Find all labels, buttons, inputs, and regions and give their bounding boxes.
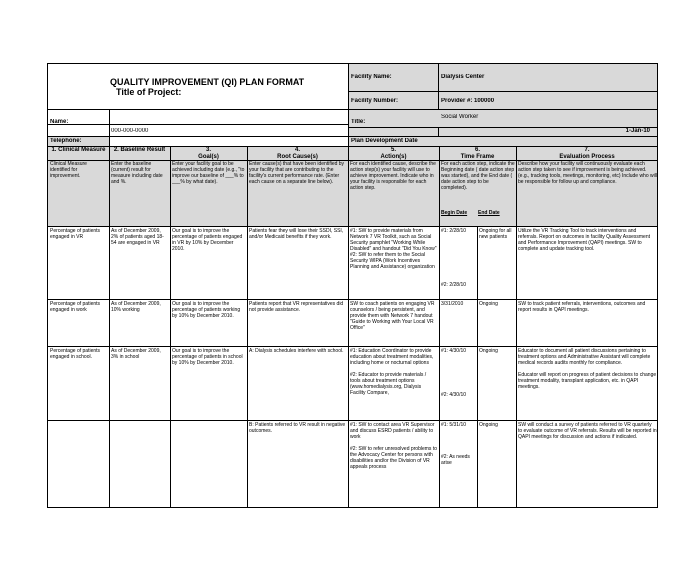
row1-begin-date-1: #1: 2/28/10: [441, 228, 467, 234]
row3-measure: Percentage of patients engaged in school.: [50, 348, 101, 360]
col-desc-actions: For each identified cause, describe the action step(s) your facility will use to achieve improvement. Indicate who in your facility is responsible for each action step.: [350, 161, 436, 191]
row3-begin-date-1: #1: 4/30/10: [441, 348, 467, 354]
row3-begin-date-2: #2: 4/30/10: [441, 392, 467, 398]
begin-date-label: Begin Date: [441, 210, 468, 216]
facility-name-value: Dialysis Center: [441, 74, 485, 80]
row1-baseline: As of December 2009, 2% of patients aged 18-54 are engaged in VR: [111, 228, 164, 246]
name-label: Name:: [50, 119, 69, 125]
row2-goal: Our goal is to improve the percentage of patients working by 10% by December 2010.: [172, 301, 241, 319]
row1-measure: Percentage of patients engaged in VR: [50, 228, 101, 240]
row2-cause: Patients report that VR representatives did not provide assistance.: [249, 301, 344, 313]
plan-date-value: 1-Jan-10: [625, 128, 650, 134]
col-header-actions: 5. Action(s): [380, 147, 407, 160]
plan-title: QUALITY IMPROVEMENT (QI) PLAN FORMAT: [110, 77, 305, 87]
row2-measure: Percentage of patients engaged in work: [50, 301, 101, 313]
row3-actions: #1: Education Coordinator to provide education about treatment modalities, including home or nocturnal options #2: Educator to provide materials / tools about treatment options (www.homedialysis.org, Dialysis Facility Compare,: [350, 348, 434, 396]
row3-baseline: As of December 2009, 3% in school: [111, 348, 161, 360]
end-date-label: End Date: [478, 210, 500, 216]
project-title-label: Title of Project:: [116, 87, 182, 97]
row2-end-date: Ongoing: [479, 301, 498, 307]
row3-end-date: Ongoing: [479, 348, 498, 354]
row4-evaluation: SW will conduct a survey of patients referred to VR quarterly to evaluate outcome of VR referrals. Results will be reported in QAPI meetings for discussion and actions if indicated.: [518, 422, 657, 440]
row3-cause: A: Dialysis schedules interfere with school.: [249, 348, 344, 354]
qi-plan-sheet: [47, 63, 658, 508]
facility-name-label: Facility Name:: [351, 74, 392, 80]
row1-end-date: Ongoing for all new patients: [479, 228, 512, 240]
plan-date-label: Plan Development Date: [351, 138, 418, 144]
col-header-time-frame: 6. Time Frame: [460, 147, 495, 160]
row1-goal: Our goal is to improve the percentage of patients engaged in VR by 10% by December 2010.: [172, 228, 243, 252]
telephone-label: Telephone:: [50, 138, 82, 144]
row1-evaluation: Utilize the VR Tracking Tool to track interventions and referrals. Report on outcomes in facility Quality Assessment and Performance Improvement (QAPI) meetings. SW to complete and update tracking tool.: [518, 228, 650, 252]
row4-end-date: Ongoing: [479, 422, 498, 428]
row4-actions: #1: SW to contact area VR Supervisor and discuss ESRD patients / ability to work #2: SW to refer unresolved problems to the Advocacy Center for persons with disabilities and/or the Division of VR appeals process: [350, 422, 437, 470]
col-header-evaluation: 7. Evaluation Process: [559, 147, 615, 160]
row1-actions: #1: SW to provide materials from Network 7 VR Toolkit, such as Social Security pamphlet "Working While Disabled" and handout "Did You Know" #2: SW to refer them to the Social Security WIPA (Work Incentives Planning and Assistance) organization: [350, 228, 437, 270]
col-desc-root-causes: Enter cause(s) that have been identified by your facility that are contributing to the facility's current performance rate. (Enter each cause on a separate line below).: [249, 161, 345, 185]
col-desc-time-frame: For each action step, indicate the Beginning date ( date action step was started), and the End date ( date action step to be completed).: [441, 161, 515, 191]
col-desc-measure: Clinical Measure identified for improvement.: [50, 161, 87, 179]
row4-begin-date-2: #2: As needs arise: [441, 454, 470, 466]
col-header-goals: 3. Goal(s): [198, 147, 219, 160]
col-header-baseline: 2. Baseline Result: [113, 147, 166, 153]
col-desc-goals: Enter your facility goal to be achieved including date (e.g., "to improve our baseline of ___% to ___% by what date).: [172, 161, 245, 185]
provider-number-value: Provider #: 100000: [441, 98, 495, 104]
row2-actions: SW to coach patients on engaging VR counselors / being persistent, and provide them with Network 7 handout "Guide to Working with Your Local VR Office": [350, 301, 435, 331]
title-value: Social Worker: [441, 114, 479, 120]
telephone-value: 000-000-0000: [111, 128, 149, 134]
row2-begin-date: 3/31/2010: [441, 301, 464, 307]
row2-baseline: As of December 2009, 10% working: [111, 301, 161, 313]
facility-number-label: Facility Number:: [351, 98, 399, 104]
col-header-root-causes: 4. Root Cause(s): [277, 147, 318, 160]
col-header-measure: 1. Clinical Measure: [51, 147, 106, 153]
col-desc-evaluation: Describe how your facility will continuously evaluate each action step taken to see if improvement is being achieved. (e.g., tracking tools, meetings, monitoring, etc) Include who will be responsible for follow up and compliance.: [518, 161, 657, 185]
col-desc-baseline: Enter the baseline (current) result for measure including date and %.: [111, 161, 163, 185]
row4-cause: B: Patients referred to VR result in negative outcomes.: [249, 422, 346, 434]
row2-evaluation: SW to track patient referrals, interventions, outcomes and report results in QAPI meetings.: [518, 301, 646, 313]
row1-cause: Patients fear they will lose their SSDI, SSI, and/or Medicaid benefits if they work.: [249, 228, 344, 240]
row4-begin-date-1: #1: 5/31/10: [441, 422, 467, 428]
row1-begin-date-2: #2: 2/28/10: [441, 282, 467, 288]
row3-goal: Our goal is to improve the percentage of patients in school by 10% by December 2010.: [172, 348, 243, 366]
title-label: Title:: [351, 119, 366, 125]
row3-evaluation: Educator to document all patient discussions pertaining to treatment options and Administrative Assistant will complete medical records audits monthly for compliance. Educator will report on progress of patient decisions to change treatment modality, transplant application, etc. in QAPI meetings.: [518, 348, 657, 390]
